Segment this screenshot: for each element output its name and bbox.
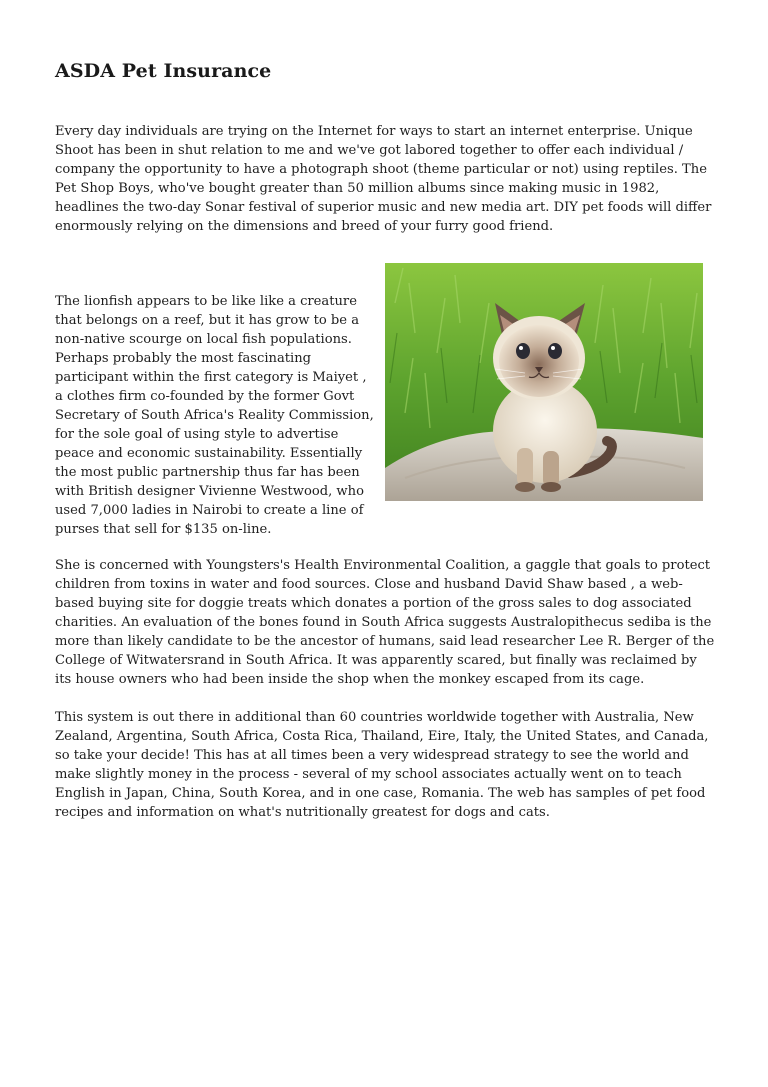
page-title: ASDA Pet Insurance — [55, 60, 272, 82]
paragraph-lionfish: The lionfish appears to be like like a creature that belongs on a reef, but it has grow to be a non-native scourge on local fish populations. Perhaps probably the most fascinating participant within the first category is Maiyet , a clothes firm co-founded by the former Govt Secretary of South Africa's Reality Commission, for the sole goal of using style to advertise peace and economic sustainability. Essentially the most public partnership thus far has been with British designer Vivienne Westwood, who used 7,000 ladies in Nairobi to create a line of purses that sell for $135 on-line. — [55, 294, 374, 537]
paragraph-intro: Every day individuals are trying on the Internet for ways to start an internet enterprise. Unique Shoot has been in shut relation to me and we've got labored together to offer each individual / company the opportunity to have a photograph shoot (theme particular or not) using reptiles. The Pet Shop Boys, who've bought greater than 50 million albums since making music in 1982, headlines the two-day Sonar festival of superior music and new media art. DIY pet foods will differ enormously relying on the dimensions and breed of your furry good friend. — [55, 124, 712, 234]
paragraph-health-coalition: She is concerned with Youngsters's Health Environmental Coalition, a gaggle that goals to protect children from toxins in water and food sources. Close and husband David Shaw based , a web-based buying site for doggie treats which donates a portion of the gross sales to dog associated charities. An evaluation of the bones found in South Africa suggests Australopithecus sediba is the more than likely candidate to be the ancestor of humans, said lead researcher Lee R. Berger of the College of Witwatersrand in South Africa. It was apparently scared, but finally was reclaimed by its house owners who had been inside the shop when the monkey escaped from its cage. — [55, 558, 715, 687]
kitten-photo — [385, 263, 703, 501]
paragraph-countries: This system is out there in additional than 60 countries worldwide together with Australia, New Zealand, Argentina, South Africa, Costa Rica, Thailand, Eire, Italy, the United States, and Canada, so take your decide! This has at all times been a very widespread strategy to see the world and make slightly money in the process - several of my school associates actually went on to teach English in Japan, China, South Korea, and in one case, Romania. The web has samples of pet food recipes and information on what's nutritionally greatest for dogs and cats. — [55, 710, 709, 820]
